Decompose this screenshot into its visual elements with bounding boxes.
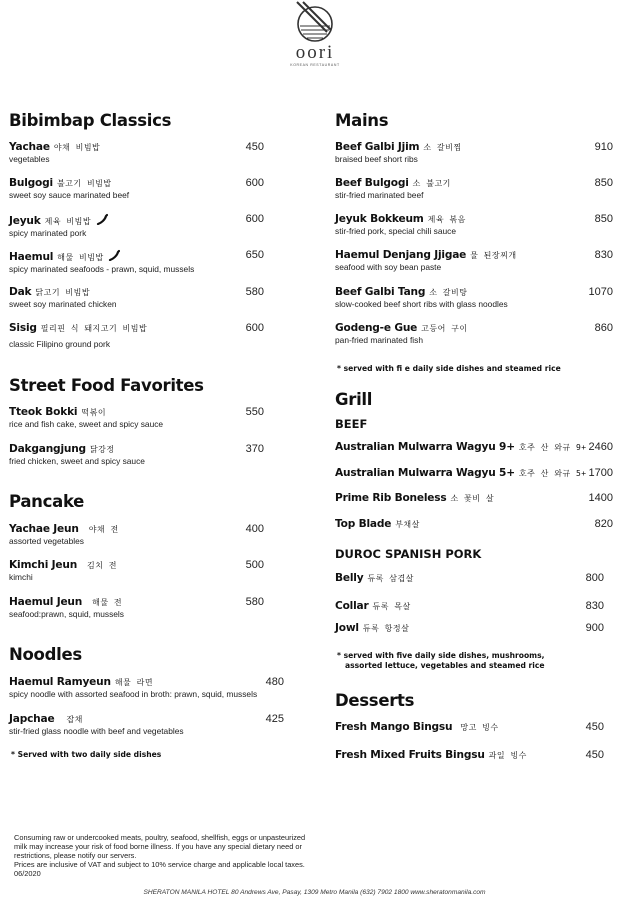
street-food-section — [9, 376, 269, 396]
menu-item — [335, 286, 613, 310]
item-price: 600 — [245, 177, 264, 189]
item-korean-name: 호주 산 와규 5+ — [518, 469, 587, 478]
item-korean-name: 김치 전 — [87, 561, 118, 570]
item-description: classic Filipino ground pork — [9, 339, 111, 349]
item-korean-name: 소 꽃비 살 — [450, 494, 495, 503]
desserts-section — [335, 691, 613, 711]
item-korean-name: 해물 전 — [92, 598, 123, 607]
item-price: 830 — [594, 249, 613, 261]
menu-item — [9, 596, 269, 620]
item-name: Kimchi Jeun — [9, 559, 78, 571]
section-title: Desserts — [335, 691, 415, 710]
menu-item — [9, 443, 269, 467]
item-price: 580 — [245, 286, 264, 298]
menu-item — [335, 492, 613, 505]
footer-hotel: SHERATON MANILA HOTEL — [143, 889, 230, 896]
mains-note: * served with fi e daily side dishes and steamed rice — [337, 364, 561, 373]
item-name: Beef Galbi Tang — [335, 286, 426, 298]
item-name: Belly — [335, 572, 364, 584]
item-description: stir-fried pork, special chili sauce — [335, 226, 457, 236]
item-korean-name: 닭강정 — [89, 445, 115, 454]
item-price: 830 — [585, 600, 604, 612]
section-title: Grill — [335, 390, 373, 409]
menu-item — [9, 713, 284, 737]
bibimbap-section — [9, 111, 269, 131]
item-korean-name: 듀록 항정살 — [362, 624, 410, 633]
item-description: stir-fried glass noodle with beef and vegetables — [9, 726, 184, 736]
disclaimer-date: 06/2020 — [14, 869, 41, 878]
noodles-section — [9, 645, 269, 665]
item-name: Haemul Denjang Jjigae — [335, 249, 467, 261]
grill-note-line1: * served with five daily side dishes, mushrooms, — [337, 651, 545, 660]
item-name: Haemul — [9, 251, 54, 263]
item-name: Dakgangjung — [9, 443, 86, 455]
item-price: 580 — [245, 596, 264, 608]
item-price: 850 — [594, 177, 613, 189]
menu-item — [335, 141, 613, 165]
menu-item — [9, 249, 269, 275]
item-name: Yachae Jeun — [9, 523, 79, 535]
item-price: 820 — [594, 518, 613, 530]
item-price: 450 — [585, 749, 604, 761]
menu-item — [9, 177, 269, 201]
item-korean-name: 필리핀 식 돼지고기 비빔밥 — [40, 324, 148, 333]
menu-item — [9, 141, 269, 165]
item-price: 500 — [245, 559, 264, 571]
beef-subsection — [335, 417, 613, 431]
item-name: Fresh Mango Bingsu — [335, 721, 453, 733]
item-description: fried chicken, sweet and spicy sauce — [9, 456, 145, 466]
noodles-note: * Served with two daily side dishes — [11, 750, 162, 759]
item-description: stir-fried marinated beef — [335, 190, 424, 200]
item-description: vegetables — [9, 154, 50, 164]
item-name: Dak — [9, 286, 32, 298]
item-korean-name: 고등어 구이 — [421, 324, 468, 333]
item-description: pan-fried marinated fish — [335, 335, 423, 345]
item-description: spicy marinated pork — [9, 228, 87, 238]
item-korean-name: 소 불고기 — [412, 179, 451, 188]
item-description: seafood with soy bean paste — [335, 262, 442, 272]
item-name: Beef Galbi Jjim — [335, 141, 420, 153]
footer — [0, 889, 629, 896]
item-korean-name: 물 된장찌개 — [470, 251, 517, 260]
menu-item — [9, 676, 284, 700]
item-korean-name: 닭고기 비빔밥 — [35, 288, 91, 297]
item-price: 850 — [594, 213, 613, 225]
item-name: Jeyuk Bokkeum — [335, 213, 424, 225]
item-korean-name: 떡볶이 — [81, 408, 107, 417]
menu-item — [9, 213, 269, 239]
section-title: Street Food Favorites — [9, 376, 204, 395]
item-name: Top Blade — [335, 518, 392, 530]
chopsticks-bowl-icon — [293, 0, 337, 46]
item-korean-name: 해물 비빔밥 — [57, 253, 104, 262]
item-korean-name: 부채살 — [395, 520, 420, 529]
item-name: Australian Mulwarra Wagyu 5+ — [335, 467, 515, 479]
grill-note-line2: assorted lettuce, vegetables and steamed rice — [345, 661, 545, 670]
item-price: 650 — [245, 249, 264, 261]
item-price: 900 — [585, 622, 604, 634]
item-name: Godeng-e Gue — [335, 322, 418, 334]
disclaimer-line: Consuming raw or undercooked meats, poultry, seafood, shellfish, eggs or unpasteurized — [14, 833, 306, 842]
item-description: spicy noodle with assorted seafood in broth: prawn, squid, mussels — [9, 689, 258, 699]
chili-pepper-icon — [108, 249, 120, 261]
item-price: 370 — [245, 443, 264, 455]
item-price: 480 — [265, 676, 284, 688]
subsection-title: BEEF — [335, 417, 368, 431]
disclaimer — [14, 833, 344, 878]
item-price: 800 — [585, 572, 604, 584]
item-name: Tteok Bokki — [9, 406, 78, 418]
section-title: Noodles — [9, 645, 82, 664]
item-name: Beef Bulgogi — [335, 177, 409, 189]
item-description: braised beef short ribs — [335, 154, 418, 164]
item-price: 450 — [585, 721, 604, 733]
restaurant-logo — [270, 0, 360, 84]
item-description: sweet soy marinated chicken — [9, 299, 117, 309]
pork-subsection — [335, 547, 613, 561]
menu-item — [335, 249, 613, 273]
item-korean-name: 야채 비빔밥 — [53, 143, 101, 152]
section-title: Bibimbap Classics — [9, 111, 172, 130]
menu-item — [9, 286, 269, 310]
item-name: Japchae — [9, 713, 55, 725]
menu-item — [335, 572, 613, 585]
item-price: 425 — [265, 713, 284, 725]
footer-address: 80 Andrews Ave, Pasay, 1309 Metro Manila (632) 7902 1800 www.sheratonmanila.com — [231, 889, 486, 896]
logo-tagline: KOREAN RESTAURANT — [290, 63, 340, 67]
disclaimer-line: restrictions, please notify our servers. — [14, 851, 137, 860]
item-price: 450 — [245, 141, 264, 153]
item-korean-name: 호주 산 와규 9+ — [518, 443, 587, 452]
item-description: rice and fish cake, sweet and spicy sauce — [9, 419, 164, 429]
item-description: kimchi — [9, 572, 33, 582]
menu-item — [335, 467, 613, 480]
item-korean-name: 듀록 목살 — [372, 602, 411, 611]
item-korean-name: 과일 빙수 — [488, 751, 527, 760]
item-price: 1400 — [588, 492, 613, 504]
pancake-section — [9, 492, 269, 512]
item-korean-name: 해물 라면 — [114, 678, 154, 687]
menu-item — [335, 441, 613, 454]
item-description: spicy marinated seafoods - prawn, squid, mussels — [9, 264, 195, 274]
logo-name: oori — [295, 42, 335, 63]
menu-item — [335, 177, 613, 201]
menu-item — [9, 523, 269, 547]
menu-item — [335, 749, 613, 762]
item-description: slow-cooked beef short ribs with glass noodles — [335, 299, 508, 309]
grill-section — [335, 390, 613, 410]
item-price: 400 — [245, 523, 264, 535]
subsection-title: DUROC SPANISH PORK — [335, 547, 482, 561]
item-description: seafood:prawn, squid, mussels — [9, 609, 124, 619]
item-korean-name: 듀록 삼겹살 — [367, 574, 414, 583]
item-name: Sisig — [9, 322, 37, 334]
item-price: 550 — [245, 406, 264, 418]
item-description: sweet soy sauce marinated beef — [9, 190, 130, 200]
item-name: Prime Rib Boneless — [335, 492, 447, 504]
item-price: 2460 — [588, 441, 613, 453]
item-name: Jowl — [335, 622, 359, 634]
item-price: 1070 — [588, 286, 613, 298]
menu-item — [335, 600, 613, 613]
chili-pepper-icon — [96, 213, 108, 225]
menu-item — [335, 622, 613, 635]
disclaimer-line: Prices are inclusive of VAT and subject to 10% service charge and applicable local taxes. — [14, 860, 305, 869]
item-korean-name: 망고 빙수 — [460, 723, 499, 732]
item-korean-name: 제육 볶음 — [427, 215, 466, 224]
item-name: Yachae — [9, 141, 50, 153]
item-price: 1700 — [588, 467, 613, 479]
section-title: Pancake — [9, 492, 85, 511]
item-price: 600 — [245, 322, 264, 334]
item-description: assorted vegetables — [9, 536, 84, 546]
mains-section — [335, 111, 613, 131]
menu-item — [335, 721, 613, 734]
menu-item — [9, 559, 269, 583]
menu-item — [335, 518, 613, 531]
item-korean-name: 불고기 비빔밥 — [56, 179, 112, 188]
section-title: Mains — [335, 111, 389, 130]
item-price: 860 — [594, 322, 613, 334]
item-korean-name: 제육 비빔밥 — [44, 217, 92, 226]
item-name: Fresh Mixed Fruits Bingsu — [335, 749, 485, 761]
item-name: Bulgogi — [9, 177, 53, 189]
item-korean-name: 소 갈비탕 — [429, 288, 468, 297]
menu-item — [9, 406, 269, 430]
item-korean-name: 잡채 — [66, 715, 83, 724]
item-price: 910 — [594, 141, 613, 153]
menu-item — [9, 322, 269, 350]
item-name: Haemul Jeun — [9, 596, 83, 608]
menu-item — [335, 322, 613, 346]
item-name: Australian Mulwarra Wagyu 9+ — [335, 441, 515, 453]
item-name: Haemul Ramyeun — [9, 676, 111, 688]
disclaimer-line: milk may increase your risk of food borne illness. If you have any special dietary need or — [14, 842, 302, 851]
item-korean-name: 소 갈비찜 — [423, 143, 462, 152]
item-korean-name: 야채 전 — [88, 525, 119, 534]
menu-item — [335, 213, 613, 237]
item-price: 600 — [245, 213, 264, 225]
item-name: Collar — [335, 600, 369, 612]
item-name: Jeyuk — [9, 215, 41, 227]
